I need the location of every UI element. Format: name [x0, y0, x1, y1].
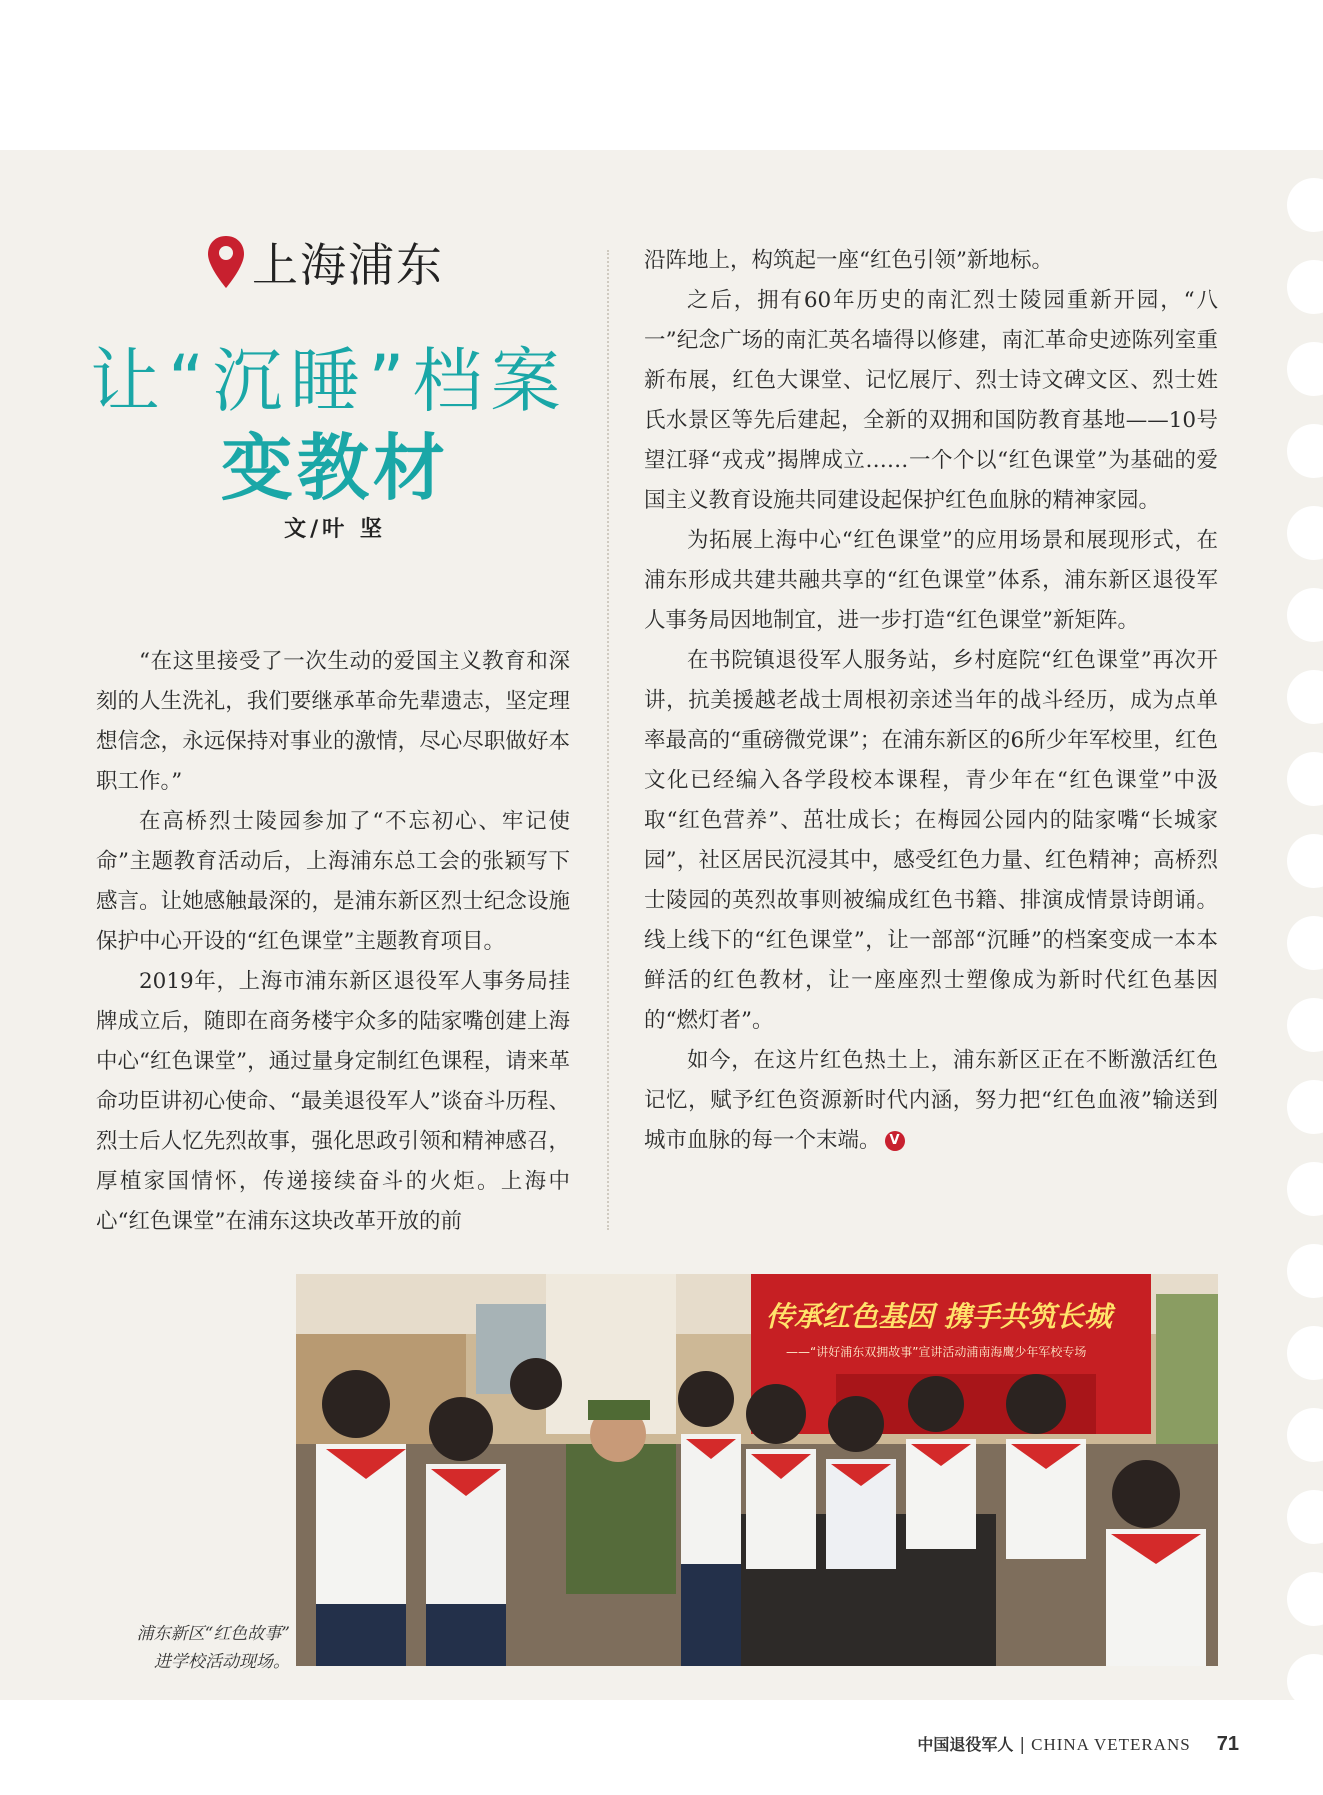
banner-line-1: 传承红色基因 携手共筑长城	[766, 1300, 1112, 1333]
right-column	[644, 241, 1218, 1161]
article-photo	[296, 1274, 1218, 1666]
location-pin-icon	[206, 234, 246, 290]
end-mark-icon: V	[885, 1131, 905, 1151]
article-title-line-1: 让“沉睡”档案	[90, 340, 569, 422]
footer-separator: |	[1019, 1735, 1026, 1755]
paragraph: 沿阵地上，构筑起一座“红色引领”新地标。	[644, 248, 1053, 273]
photo-illustration	[296, 1274, 1218, 1666]
magazine-name: 中国退役军人	[917, 1735, 1014, 1754]
location-heading	[206, 232, 444, 292]
column-divider	[607, 250, 609, 1230]
page-number: 71	[1216, 1733, 1239, 1755]
page-footer	[917, 1732, 1239, 1756]
photo-caption	[70, 1620, 290, 1676]
perforated-edge	[1263, 150, 1323, 1700]
caption-line-2: 进学校活动现场。	[154, 1652, 290, 1672]
author-byline: 文/叶 坚	[284, 517, 386, 542]
left-column	[96, 642, 570, 1242]
paragraph: 在书院镇退役军人服务站，乡村庭院“红色课堂”再次开讲，抗美援越老战士周根初亲述当年的战斗经历，成为点单率最高的“重磅微党课”；在浦东新区的6所少年军校里，红色文化已经编入各学段校本课程，青少年在“红色课堂”中汲取“红色营养”、茁壮成长；在梅园公园内的陆家嘴“长城家园”，社区居民沉浸其中，感受红色力量、红色精神；高桥烈士陵园的英烈故事则被编成红色书籍、排演成情景诗朗诵。线上线下的“红色课堂”，让一部部“沉睡”的档案变成一本本鲜活的红色教材，让一座座烈士塑像成为新时代红色基因的“燃灯者”。	[644, 648, 1218, 1033]
magazine-english-name: CHINA VETERANS	[1031, 1735, 1191, 1754]
article-title-line-2: 变教材	[220, 426, 449, 510]
paragraph: 2019年，上海市浦东新区退役军人事务局挂牌成立后，随即在商务楼宇众多的陆家嘴创建上海中心“红色课堂”，通过量身定制红色课程，请来革命功臣讲初心使命、“最美退役军人”谈奋斗历程、烈士后人忆先烈故事，强化思政引领和精神感召，厚植家国情怀，传递接续奋斗的火炬。上海中心“红色课堂”在浦东这块改革开放的前	[96, 969, 570, 1234]
banner-line-2: ——“讲好浦东双拥故事”宣讲活动浦南海鹰少年军校专场	[786, 1345, 1087, 1359]
location-label: 上海浦东	[252, 238, 444, 292]
paragraph: 为拓展上海中心“红色课堂”的应用场景和展现形式，在浦东形成共建共融共享的“红色课堂”体系，浦东新区退役军人事务局因地制宜，进一步打造“红色课堂”新矩阵。	[644, 528, 1218, 633]
paragraph-final	[644, 1041, 1218, 1161]
caption-line-1: 浦东新区“红色故事”	[136, 1624, 290, 1644]
paragraph: “在这里接受了一次生动的爱国主义教育和深刻的人生洗礼，我们要继承革命先辈遗志，坚定理想信念，永远保持对事业的激情，尽心尽职做好本职工作。”	[96, 649, 570, 794]
paragraph: 在高桥烈士陵园参加了“不忘初心、牢记使命”主题教育活动后，上海浦东总工会的张颖写下感言。让她感触最深的，是浦东新区烈士纪念设施保护中心开设的“红色课堂”主题教育项目。	[96, 809, 570, 954]
paragraph: 之后，拥有60年历史的南汇烈士陵园重新开园，“八一”纪念广场的南汇英名墙得以修建，南汇革命史迹陈列室重新布展，红色大课堂、记忆展厅、烈士诗文碑文区、烈士姓氏水景区等先后建起，全新的双拥和国防教育基地——10号望江驿“戎戎”揭牌成立……一个个以“红色课堂”为基础的爱国主义教育设施共同建设起保护红色血脉的精神家园。	[644, 288, 1218, 513]
page-top-margin	[0, 0, 1323, 150]
paragraph-text: 如今，在这片红色热土上，浦东新区正在不断激活红色记忆，赋予红色资源新时代内涵，努力把“红色血液”输送到城市血脉的每一个末端。	[644, 1048, 1218, 1153]
